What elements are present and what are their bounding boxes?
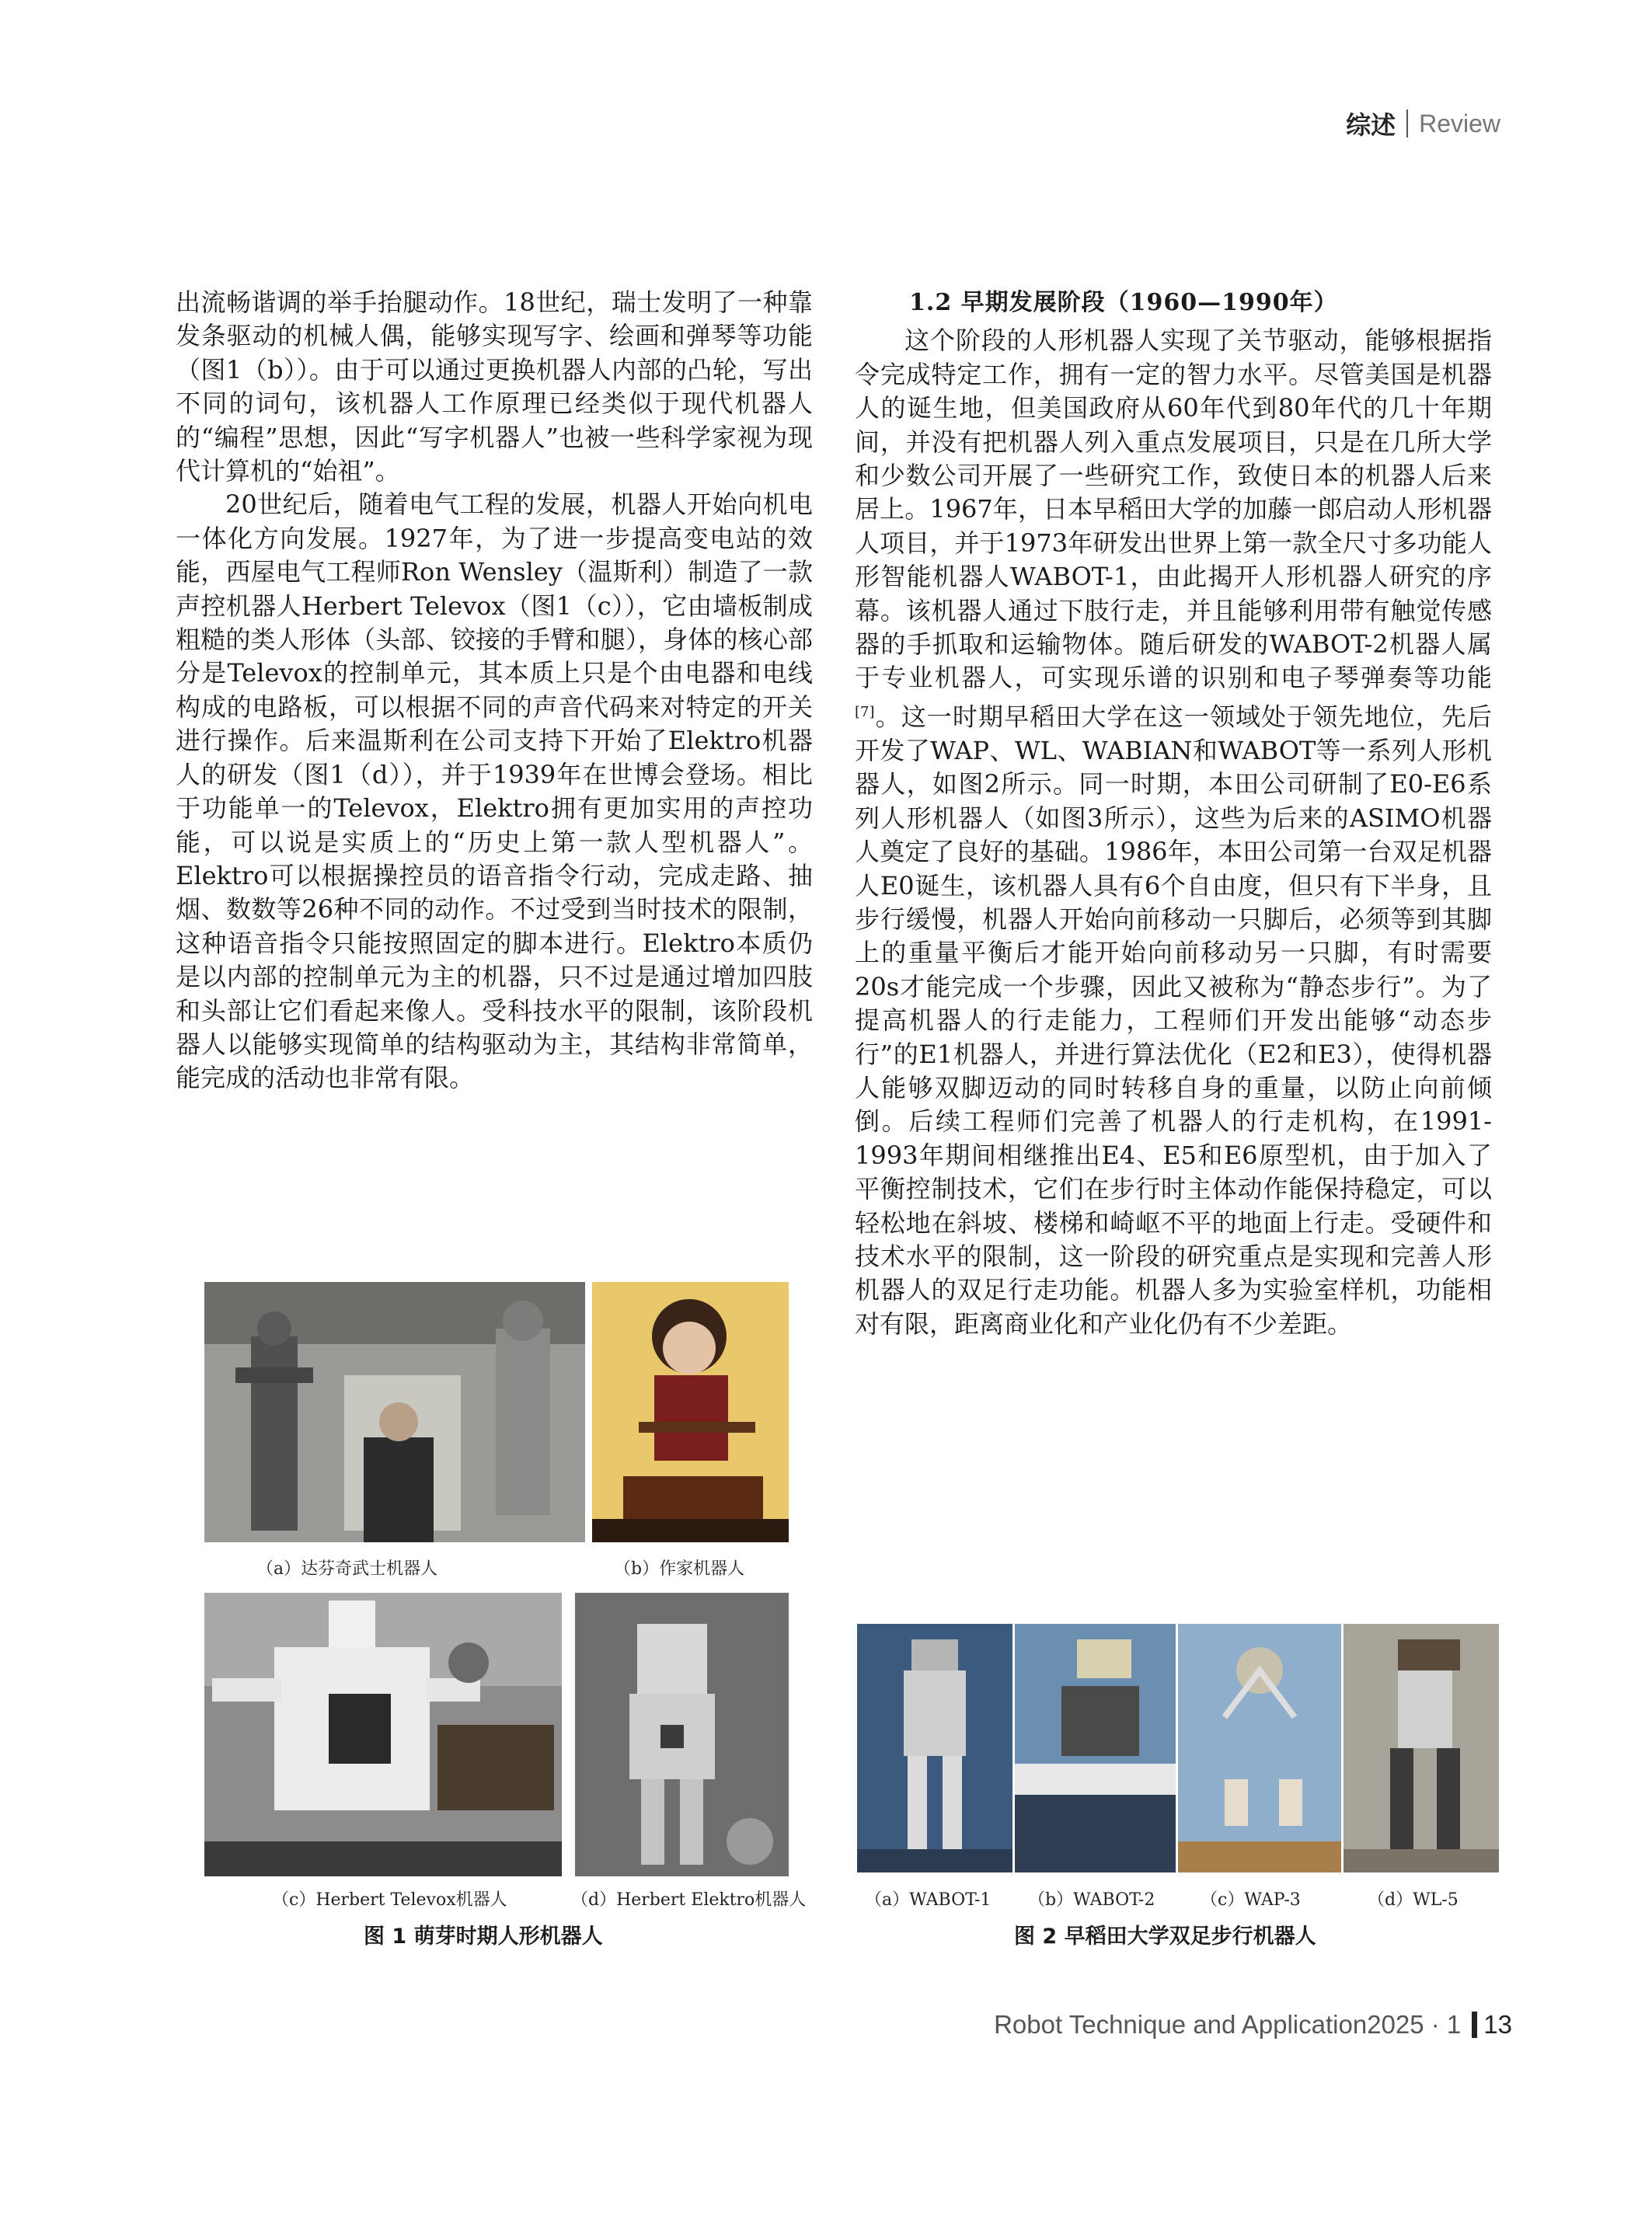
figure2-caption-a: （a）WABOT-1 [865, 1890, 992, 1910]
section-label-cn: 综述 [1346, 110, 1396, 140]
paragraph: 这个阶段的人形机器人实现了关节驱动，能够根据指令完成特定工作，拥有一定的智力水平。尽管美国是机器人的诞生地，但美国政府从60年代到80年代的几十年期间，并没有把机器人列入重点发展项目，只是在几所大学和少数公司开展了一些研究工作，致使日本的机器人后来居上。1967年，日本早稻田大学的加藤一郎启动人形机器人项目，并于1973年研发出世界上第一款全尺寸多功能人形智能机器人WABOT-1，由此揭开人形机器人研究的序幕。该机器人通过下肢行走，并且能够利用带有触觉传感器的手抓取和运输物体。随后研发的WABOT-2机器人属于专业机器人，可实现乐谱的识别和电子琴弹奏等功能[7]。这一时期早稻田大学在这一领域处于领先地位，先后开发了WAP、WL、WABIAN和WABOT等一系列人形机器人，如图2所示。同一时期，本田公司研制了E0-E6系列人形机器人（如图3所示），这些为后来的ASIMO机器人奠定了良好的基础。1986年，本田公司第一台双足机器人E0诞生，该机器人具有6个自由度，但只有下半身，且步行缓慢，机器人开始向前移动一只脚后，必须等到其脚上的重量平衡后才能开始向前移动另一只脚，有时需要20s才能完成一个步骤，因此又被称为“静态步行”。为了提高机器人的行走能力，工程师们开发出能够“动态步行”的E1机器人，并进行算法优化（E2和E3），使得机器人能够双脚迈动的同时转移自身的重量，以防止向前倾倒。后续工程师们完善了机器人的行走机构，在1991-1993年期间相继推出E4、E5和E6原型机，由于加入了平衡控制技术，它们在步行时主体动作能保持稳定，可以轻松地在斜坡、楼梯和崎岖不平的地面上行走。受硬件和技术水平的限制，这一阶段的研究重点是实现和完善人形机器人的双足行走功能。机器人多为实验室样机，功能相对有限，距离商业化和产业化仍有不少差距。 [855, 326, 1492, 1339]
figure1-photo-d [575, 1593, 789, 1876]
figure2-caption-c: （c）WAP-3 [1201, 1890, 1301, 1910]
figure1-photo-c [204, 1593, 562, 1876]
figure1-caption-c: （c）Herbert Televox机器人 [272, 1890, 507, 1910]
figure1-photo-b [592, 1282, 789, 1542]
section-label-en: Review [1419, 109, 1500, 138]
figure2-photo-c [1178, 1624, 1341, 1872]
figure1-caption-b: （b）作家机器人 [614, 1559, 745, 1579]
figure1-photo-a [204, 1282, 585, 1542]
running-header [1346, 106, 1500, 141]
figure1-title: 图 1 萌芽时期人形机器人 [364, 1925, 603, 1949]
left-text-column [176, 286, 813, 1096]
journal-name: Robot Technique and Application [994, 2010, 1368, 2039]
right-text-column [855, 286, 1492, 1341]
page-number-bar [1472, 2012, 1477, 2038]
header-divider [1406, 110, 1408, 138]
running-footer [994, 2010, 1512, 2040]
figure2-photo-a [857, 1624, 1012, 1872]
section-heading: 1.2 早期发展阶段（1960—1990年） [909, 289, 1338, 316]
figure2-caption-b: （b）WABOT-2 [1028, 1890, 1155, 1910]
figure2-title: 图 2 早稻田大学双足步行机器人 [1014, 1925, 1316, 1949]
citation-ref: [7] [855, 703, 875, 720]
figure1-caption-a: （a）达芬奇武士机器人 [256, 1559, 438, 1579]
paragraph: 出流畅谐调的举手抬腿动作。18世纪，瑞士发明了一种靠发条驱动的机械人偶，能够实现写字、绘画和弹琴等功能（图1（b））。由于可以通过更换机器人内部的凸轮，写出不同的词句，该机器人工作原理已经类似于现代机器人的“编程”思想，因此“写字机器人”也被一些科学家视为现代计算机的“始祖”。 [176, 287, 813, 486]
paragraph: 20世纪后，随着电气工程的发展，机器人开始向机电一体化方向发展。1927年，为了进一步提高变电站的效能，西屋电气工程师Ron Wensley（温斯利）制造了一款声控机器人Herbert Televox（图1（c）），它由墙板制成粗糙的类人形体（头部、铰接的手臂和腿），身体的核心部分是Televox的控制单元，其本质上只是个由电器和电线构成的电路板，可以根据不同的声音代码来对特定的开关进行操作。后来温斯利在公司支持下开始了Elektro机器人的研发（图1（d）），并于1939年在世博会登场。相比于功能单一的Televox，Elektro拥有更加实用的声控功能，可以说是实质上的“历史上第一款人型机器人”。Elektro可以根据操控员的语音指令行动，完成走路、抽烟、数数等26种不同的动作。不过受到当时技术的限制，这种语音指令只能按照固定的脚本进行。Elektro本质仍是以内部的控制单元为主的机器，只不过是通过增加四肢和头部让它们看起来像人。受科技水平的限制，该阶段机器人以能够实现简单的结构驱动为主，其结构非常简单，能完成的活动也非常有限。 [176, 489, 813, 1093]
figure2-photo-b [1015, 1624, 1176, 1872]
issue-number: 2025 · 1 [1367, 2010, 1462, 2039]
figure2-photo-d [1344, 1624, 1499, 1872]
figure2-caption-d: （d）WL-5 [1368, 1890, 1459, 1910]
page-number: 13 [1483, 2010, 1512, 2039]
figure1-caption-d: （d）Herbert Elektro机器人 [571, 1890, 807, 1910]
